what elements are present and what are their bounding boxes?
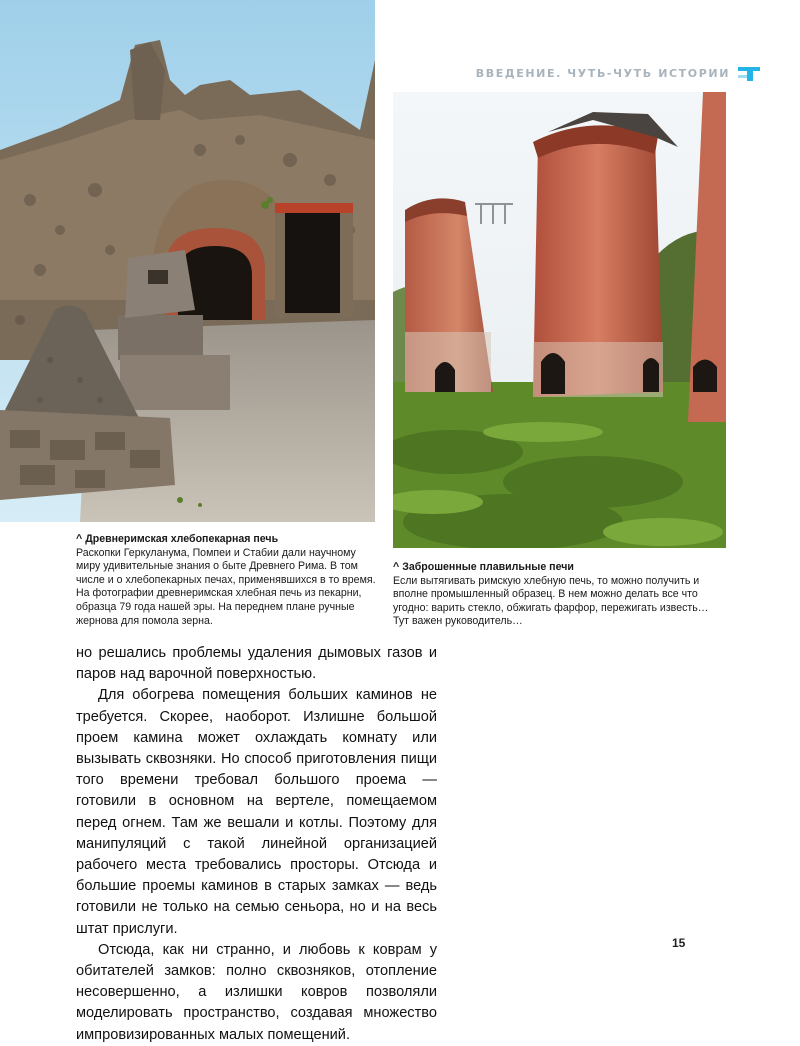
page-number: 15	[672, 936, 686, 950]
right-caption-title: ^ Заброшенные плавильные печи	[393, 561, 574, 573]
left-caption-title: ^ Древнеримская хлебопекарная печь	[76, 533, 279, 545]
left-photo-caption	[76, 533, 376, 628]
caption-arrow-icon: ^	[393, 561, 400, 573]
body-paragraph-2: Для обогрева помещения больших каминов не требуется. Скорее, наоборот. Излишне большой проем камина может охлаждать комнату или вызывать сквозняки. Но способ приготовления пищи того времени требовал большого проема — готовили в основном на вертеле, помещаемом перед огнем. Там же вешали и котлы. Поэтому для манипуляций с такой линейной организацией рабочего места требовались просторы. Отсюда и большие проемы каминов в старых замках — ведь готовили не только на семью сеньора, но и на весь штат прислуги.	[76, 687, 437, 937]
caption-arrow-icon: ^	[76, 533, 83, 545]
chapter-marker-icon	[738, 65, 760, 81]
running-header	[430, 62, 760, 84]
running-header-title: ВВЕДЕНИЕ. ЧУТЬ-ЧУТЬ ИСТОРИИ	[475, 66, 730, 80]
body-text	[76, 643, 437, 1046]
right-photo-caption	[393, 561, 718, 629]
body-paragraph-3: Отсюда, как ни странно, и любовь к коврам у обитателей замков: полно сквозняков, отопление несовершенно, а излишки ковров позволяли моделировать пространство, создавая множество импровизированных малых помещений.	[76, 941, 437, 1043]
body-paragraph-1: но решались проблемы удаления дымовых газов и паров над варочной поверхностью.	[76, 645, 437, 683]
abandoned-furnaces-photo	[393, 92, 726, 548]
right-caption-text: Если вытягивать римскую хлебную печь, то можно получить и вполне промышленный образец. В нем можно делать все что угодно: варить стекло, обжигать фарфор, пережигать известь… Тут важен руководитель…	[393, 574, 709, 628]
roman-bakery-oven-photo	[0, 0, 375, 522]
left-caption-text: Раскопки Геркуланума, Помпеи и Стабии дали научному миру удивительные знания о быте Древнего Рима. В том числе и о хлебопекарных печах, применявшихся в то время. На фотографии древнеримская хлебная печь из пекарни, образца 79 года нашей эры. На переднем плане ручные жернова для помола зерна.	[76, 546, 376, 627]
